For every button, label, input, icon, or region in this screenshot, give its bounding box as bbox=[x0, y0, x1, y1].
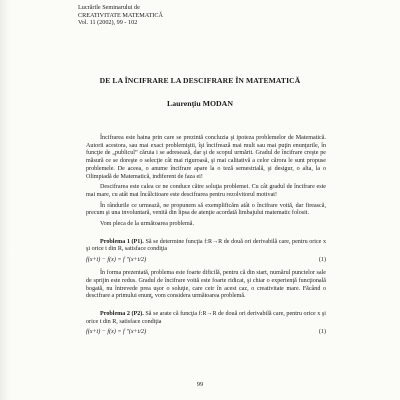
paragraph-5: În forma prezentată, problema este foarte dificilă, pentru că din start, numărul punctelor sale de sprijin este redus. Gradul de încifrare voită este foarte ridicat, şi chiar o experienţă funcţională bogată, nu întrevede prea uşor o soluţie, care ceir în acest caz, o creativitate mare. Făcând o descifrare a primului enunţ, vom considera următoarea problemă. bbox=[86, 270, 326, 300]
problem-1-label: Problema 1 (P1). bbox=[100, 238, 144, 245]
article-title: DE LA ÎNCIFRARE LA DESCIFRARE ÎN MATEMATICĂ bbox=[99, 76, 301, 85]
journal-header bbox=[78, 4, 163, 27]
equation-2-row bbox=[86, 329, 326, 338]
equation-1-row bbox=[86, 257, 326, 266]
problem-1 bbox=[86, 239, 326, 254]
page-number: 99 bbox=[196, 381, 204, 388]
paragraph-4: Vom pleca de la următoarea problemă. bbox=[100, 221, 194, 228]
paragraph-1: Încifrarea este haina prin care se prezintă concluzia şi ipoteza problemelor de Matematică. Autorii acestora, sau mai exact problemiştii, îşi încifrează mai mult sau mai puţin enunţurile, în funcţie de „publicul” căruia i se adresează, dar şi de scopul urmărit. Gradul de încifrare creşte pe măsură ce se doreşte o selecţie cât mai riguroasă, şi mai calitativă a celor cărora le sunt propuse problemele. De aceea, o anume încifrare apare la o teză semestrială, şi desigur, o alta, la o Olimpiadă de Matematică, indiferent de faza ei! bbox=[86, 135, 326, 180]
problem-2 bbox=[86, 311, 326, 326]
journal-line-2: CREATIVITATE MATEMATICĂ bbox=[78, 11, 163, 19]
paragraph-3: În rândurile ce urmează, ne propunem să exemplificăm atât o încifrare voită, dar firească, precum şi una involuntară, venită din lipsa de atenţie acordată limbajului matematic folosit. bbox=[86, 202, 326, 217]
problem-2-label: Problema 2 (P2). bbox=[100, 310, 144, 317]
paragraph-2: Descifrarea este calea ce ne conduce către soluţia problemei. Cu cât gradul de încifrare este mai mare, cu atât mai încâlcitoare este descifrarea pentru rezolvitorul motivat! bbox=[86, 184, 326, 198]
equation-2: f(x+t) − f(x) = f ″(x+t/2) bbox=[86, 329, 147, 336]
equation-2-number: (1) bbox=[318, 329, 326, 336]
equation-1: f(x+t) − f(x) = f ″(x+t/2) bbox=[86, 257, 147, 264]
journal-line-1: Lucrările Seminarului de bbox=[78, 4, 140, 11]
problem-2-text: Să se arate că funcţia f:R→R de două ori derivabilă care, pentru orice x şi orice t din R, satisface condiţia bbox=[86, 310, 326, 325]
scan-edge-shadow bbox=[0, 0, 10, 400]
article-author: Laurenţiu MODAN bbox=[167, 99, 233, 108]
equation-1-number: (1) bbox=[318, 257, 326, 264]
article-body bbox=[86, 135, 326, 342]
problem-1-text: Să se determine funcţia f:R→R de două ori derivabilă care, pentru orice x şi orice t din R, satisface condiţia bbox=[86, 238, 327, 253]
journal-line-3: Vol. 11 (2002), 99 - 102 bbox=[78, 19, 138, 27]
